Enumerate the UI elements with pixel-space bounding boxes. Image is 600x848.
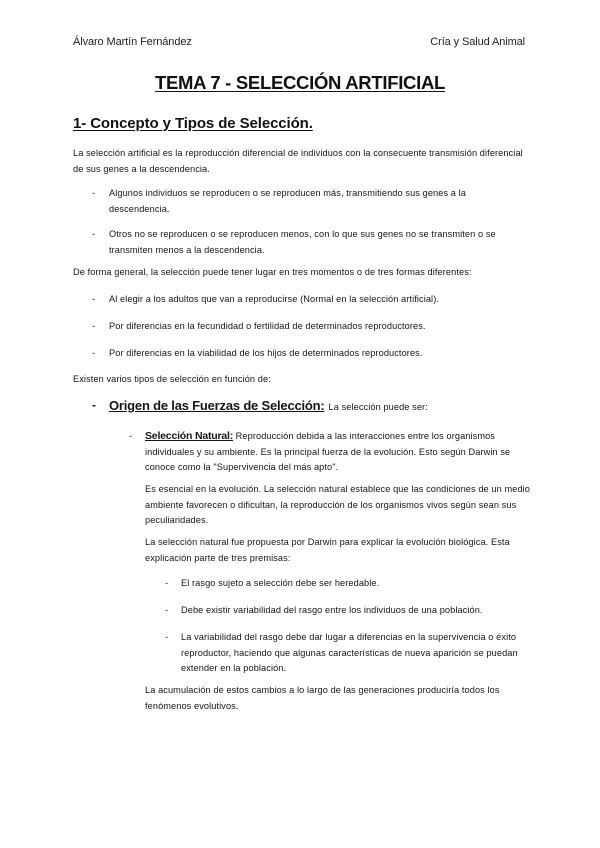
natural-paragraph-2: La selección natural fue propuesta por Darwin para explicar la evolución biológica. Esta explicación parte de tres premisas:	[145, 537, 510, 563]
bullet-dash: -	[92, 348, 96, 358]
bullet-dash: -	[92, 321, 96, 331]
bullet-dash: -	[165, 632, 169, 642]
bullet-dash: -	[129, 431, 133, 441]
origen-tail: La selección puede ser:	[328, 402, 428, 412]
bullet-text: Al elegir a los adultos que van a reproducirse (Normal en la selección artificial).	[109, 294, 440, 304]
natural-heading: Selección Natural:	[145, 430, 234, 442]
bullet-text: Por diferencias en la fecundidad o fertilidad de determinados reproductores.	[109, 321, 426, 331]
bullet-dash: -	[92, 398, 97, 412]
premise-text: El rasgo sujeto a selección debe ser heredable.	[181, 578, 380, 588]
natural-text-block	[145, 429, 530, 476]
natural-text: Reproducción debida a las interacciones entre los organismos individuales y su ambiente. Es la principal fuerza de la evolución. Esto según Darwin se conoce como la "Supervivencia del más apto".	[145, 431, 511, 472]
origen-line	[109, 398, 539, 416]
intro-paragraph: La selección artificial es la reproducción diferencial de individuos con la consecuente transmisión diferencial de sus genes a la descendencia.	[73, 148, 523, 174]
header-course: Cría y Salud Animal	[430, 36, 525, 48]
bullet-text: Otros no se reproducen o se reproducen menos, con lo que sus genes no se transmiten o se transmiten menos a la descendencia.	[109, 229, 496, 255]
premise-text: Debe existir variabilidad del rasgo entre los individuos de una población.	[181, 605, 483, 615]
header-author: Álvaro Martín Fernández	[73, 36, 192, 48]
natural-conclusion: La acumulación de estos cambios a lo largo de las generaciones produciría todos los fenómenos evolutivos.	[145, 685, 500, 711]
bullet-dash: -	[165, 578, 169, 588]
premise-text: La variabilidad del rasgo debe dar lugar a diferencias en la supervivencia o éxito reproductor, haciendo que algunas características de nueva aparición se puedan extender en la población.	[181, 632, 518, 673]
bullet-text: Por diferencias en la viabilidad de los hijos de determinados reproductores.	[109, 348, 423, 358]
bullet-dash: -	[92, 229, 96, 239]
bullet-dash: -	[92, 294, 96, 304]
bullet-dash: -	[165, 605, 169, 615]
bullet-text: Algunos individuos se reproducen o se reproducen más, transmitiendo sus genes a la descendencia.	[109, 188, 467, 214]
document-title: TEMA 7 - SELECCIÓN ARTIFICIAL	[154, 72, 446, 93]
types-intro: Existen varios tipos de selección en función de:	[73, 374, 271, 384]
moments-intro: De forma general, la selección puede tener lugar en tres momentos o de tres formas diferentes:	[73, 267, 472, 277]
natural-paragraph-1: Es esencial en la evolución. La selección natural establece que las condiciones de un medio ambiente favorecen o dificultan, la reproducción de los organismos vivos según sean sus peculiaridades.	[145, 484, 531, 525]
section-heading: 1- Concepto y Tipos de Selección.	[73, 115, 313, 132]
origen-heading: Origen de las Fuerzas de Selección:	[109, 398, 325, 413]
bullet-dash: -	[92, 188, 96, 198]
